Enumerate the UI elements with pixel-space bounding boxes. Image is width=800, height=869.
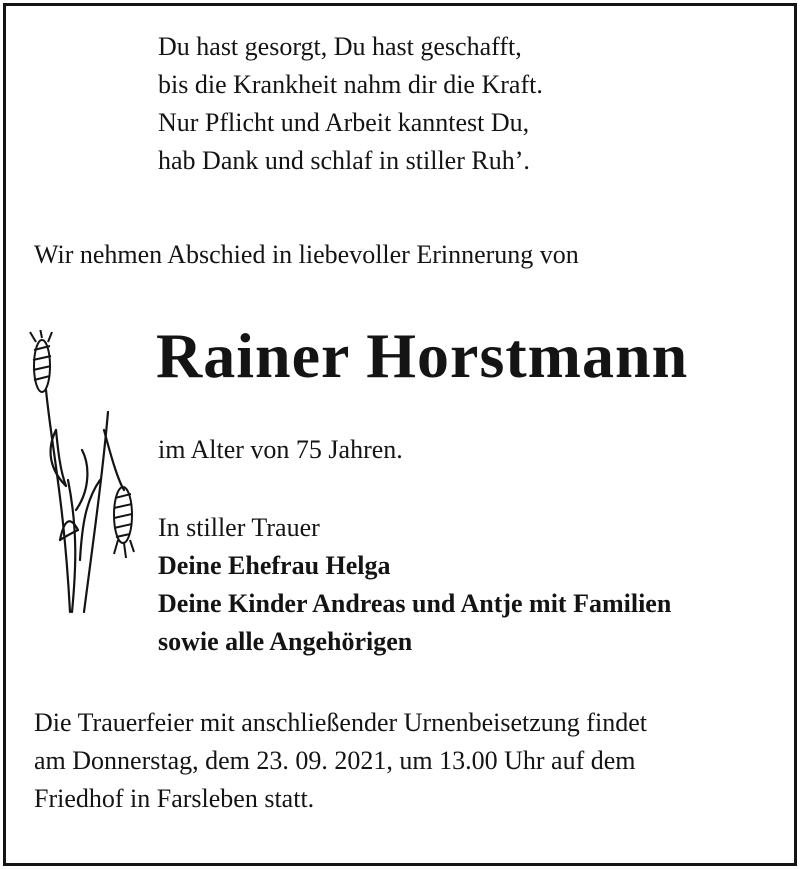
service-line: Friedhof in Farsleben statt. xyxy=(34,784,315,813)
poem-line: Du hast gesorgt, Du hast geschafft, xyxy=(158,32,522,61)
deceased-name: Rainer Horstmann xyxy=(156,320,689,391)
poem-line: bis die Krankheit nahm dir die Kraft. xyxy=(158,70,543,99)
service-info xyxy=(34,704,647,818)
service-line: Die Trauerfeier mit anschließender Urnenbeisetzung findet xyxy=(34,708,647,737)
poem xyxy=(158,28,543,180)
service-line: am Donnerstag, dem 23. 09. 2021, um 13.00 Uhr auf dem xyxy=(34,746,636,775)
intro-text: Wir nehmen Abschied in liebevoller Erinnerung von xyxy=(34,240,579,269)
mourner-line: sowie alle Angehörigen xyxy=(158,627,413,656)
mourners-block xyxy=(158,509,671,661)
age-line: im Alter von 75 Jahren. xyxy=(158,435,403,464)
mourner-line: Deine Kinder Andreas und Antje mit Familien xyxy=(158,589,672,618)
poem-line: Nur Pflicht und Arbeit kanntest Du, xyxy=(158,108,530,137)
wheat-ears-icon xyxy=(20,330,150,620)
poem-line: hab Dank und schlaf in stiller Ruh’. xyxy=(158,146,530,175)
mourner-line: Deine Ehefrau Helga xyxy=(158,551,391,580)
mourners-heading: In stiller Trauer xyxy=(158,513,320,542)
